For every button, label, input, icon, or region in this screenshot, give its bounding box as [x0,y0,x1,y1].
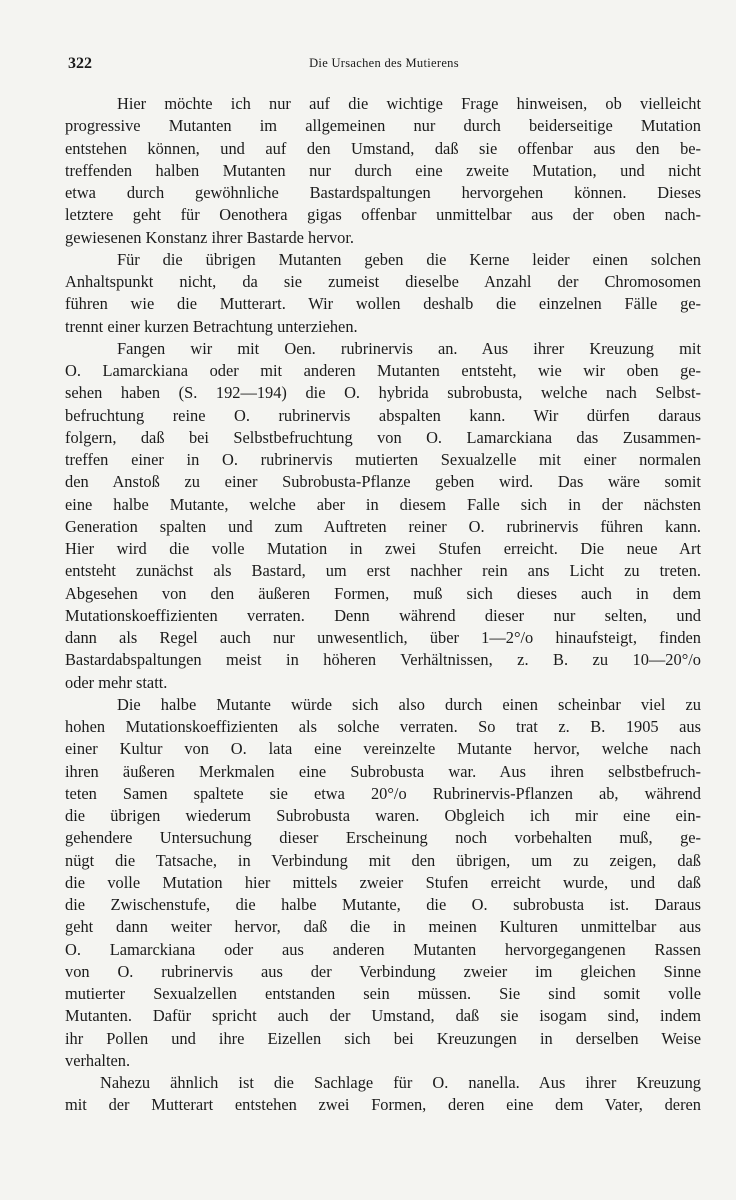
text-line: entstehen können, und auf den Umstand, daß sie offenbar aus den be- [65,138,701,158]
text-line: Mutanten. Dafür spricht auch der Umstand, daß sie isogam sind, indem [65,1006,701,1026]
text-line: O. Lamarckiana oder mit anderen Mutanten entsteht, wie wir oben ge- [65,361,701,380]
text-line: teten Samen spaltete sie etwa 20°/o Rubrinervis-Pflanzen ab, während [65,783,701,803]
text-line: Nahezu ähnlich ist die Sachlage für O. nanella. Aus ihrer Kreuzung [100,1073,701,1092]
text-line: eine halbe Mutante, welche aber in diesem Falle sich in der nächsten [65,494,701,514]
text-line: progressive Mutanten im allgemeinen nur durch beiderseitige Mutation [65,116,701,136]
text-line: Mutationskoeffizienten verraten. Denn während dieser nur selten, und [65,605,701,625]
text-line: Die halbe Mutante würde sich also durch einen scheinbar viel zu [117,694,701,714]
text-line: gehendere Untersuchung dieser Erscheinung noch vorbehalten muß, ge- [65,828,701,848]
text-line: Fangen wir mit Oen. rubrinervis an. Aus ihrer Kreuzung mit [117,338,701,358]
text-line: die Zwischenstufe, die halbe Mutante, die O. subrobusta ist. Daraus [65,895,701,914]
text-line: die volle Mutation hier mittels zweier Stufen erreicht wurde, und daß [65,872,701,892]
text-line: hohen Mutationskoeffizienten als solche verraten. So trat z. B. 1905 aus [65,717,701,736]
text-line: ihren äußeren Merkmalen eine Subrobusta war. Aus ihren selbstbefruch- [65,761,701,781]
text-line: entsteht zunächst als Bastard, um erst nachher rein ans Licht zu treten. [65,561,701,581]
running-title: Die Ursachen des Mutierens [309,56,459,70]
text-line: sehen haben (S. 192—194) die O. hybrida subrobusta, welche nach Selbst- [65,383,701,403]
text-line: mit der Mutterart entstehen zwei Formen, deren eine dem Vater, deren [65,1095,701,1115]
text-line: mutierter Sexualzellen entstanden sein müssen. Sie sind somit volle [65,984,701,1003]
text-line: verhalten. [65,1050,131,1070]
text-line: den Anstoß zu einer Subrobusta-Pflanze geben wird. Das wäre somit [65,472,701,492]
text-line: oder mehr statt. [65,672,168,692]
text-line: gewiesenen Konstanz ihrer Bastarde hervor. [65,227,355,247]
text-line: dann als Regel auch nur unwesentlich, über 1—2°/o hinaufsteigt, finden [65,628,701,647]
text-line: Anhaltspunkt nicht, da sie zumeist dieselbe Anzahl der Chromosomen [65,272,701,291]
text-line: von O. rubrinervis aus der Verbindung zweier im gleichen Sinne [65,961,701,981]
text-line: die übrigen wiederum Subrobusta waren. Obgleich ich mir eine ein- [65,806,701,825]
text-line: einer Kultur von O. lata eine vereinzelte Mutante hervor, welche nach [65,739,701,759]
text-line: nügt die Tatsache, in Verbindung mit den übrigen, um zu zeigen, daß [65,850,701,870]
text-line: etwa durch gewöhnliche Bastardspaltungen hervorgehen können. Dieses [65,183,701,202]
text-line: Hier möchte ich nur auf die wichtige Frage hinweisen, ob vielleicht [117,94,701,113]
text-line: treffenden halben Mutanten nur durch eine zweite Mutation, und nicht [65,160,701,180]
text-line: Bastardabspaltungen meist in höheren Verhältnissen, z. B. zu 10—20°/o [65,650,701,670]
text-line: letztere geht für Oenothera gigas offenbar unmittelbar aus der oben nach- [65,205,701,225]
text-line: ihr Pollen und ihre Eizellen sich bei Kreuzungen in derselben Weise [65,1028,701,1048]
text-line: Hier wird die volle Mutation in zwei Stufen erreicht. Die neue Art [65,539,701,558]
page-header [68,55,700,79]
text-line: befruchtung reine O. rubrinervis abspalten kann. Wir dürfen daraus [65,405,701,425]
text-line: Generation spalten und zum Auftreten reiner O. rubrinervis führen kann. [65,516,701,536]
body-text [65,93,701,1117]
page-number: 322 [68,55,92,72]
text-line: folgern, daß bei Selbstbefruchtung von O. Lamarckiana das Zusammen- [65,427,701,447]
text-line: treffen einer in O. rubrinervis mutierten Sexualzelle mit einer normalen [65,450,701,469]
text-line: Abgesehen von den äußeren Formen, muß sich dieses auch in dem [65,583,701,603]
text-line: geht dann weiter hervor, daß die in meinen Kulturen unmittelbar aus [65,917,701,937]
text-line: trennt einer kurzen Betrachtung unterziehen. [65,316,358,336]
text-line: führen wie die Mutterart. Wir wollen deshalb die einzelnen Fälle ge- [65,294,701,314]
text-line: O. Lamarckiana oder aus anderen Mutanten hervorgegangenen Rassen [65,939,701,959]
text-line: Für die übrigen Mutanten geben die Kerne leider einen solchen [117,249,701,269]
